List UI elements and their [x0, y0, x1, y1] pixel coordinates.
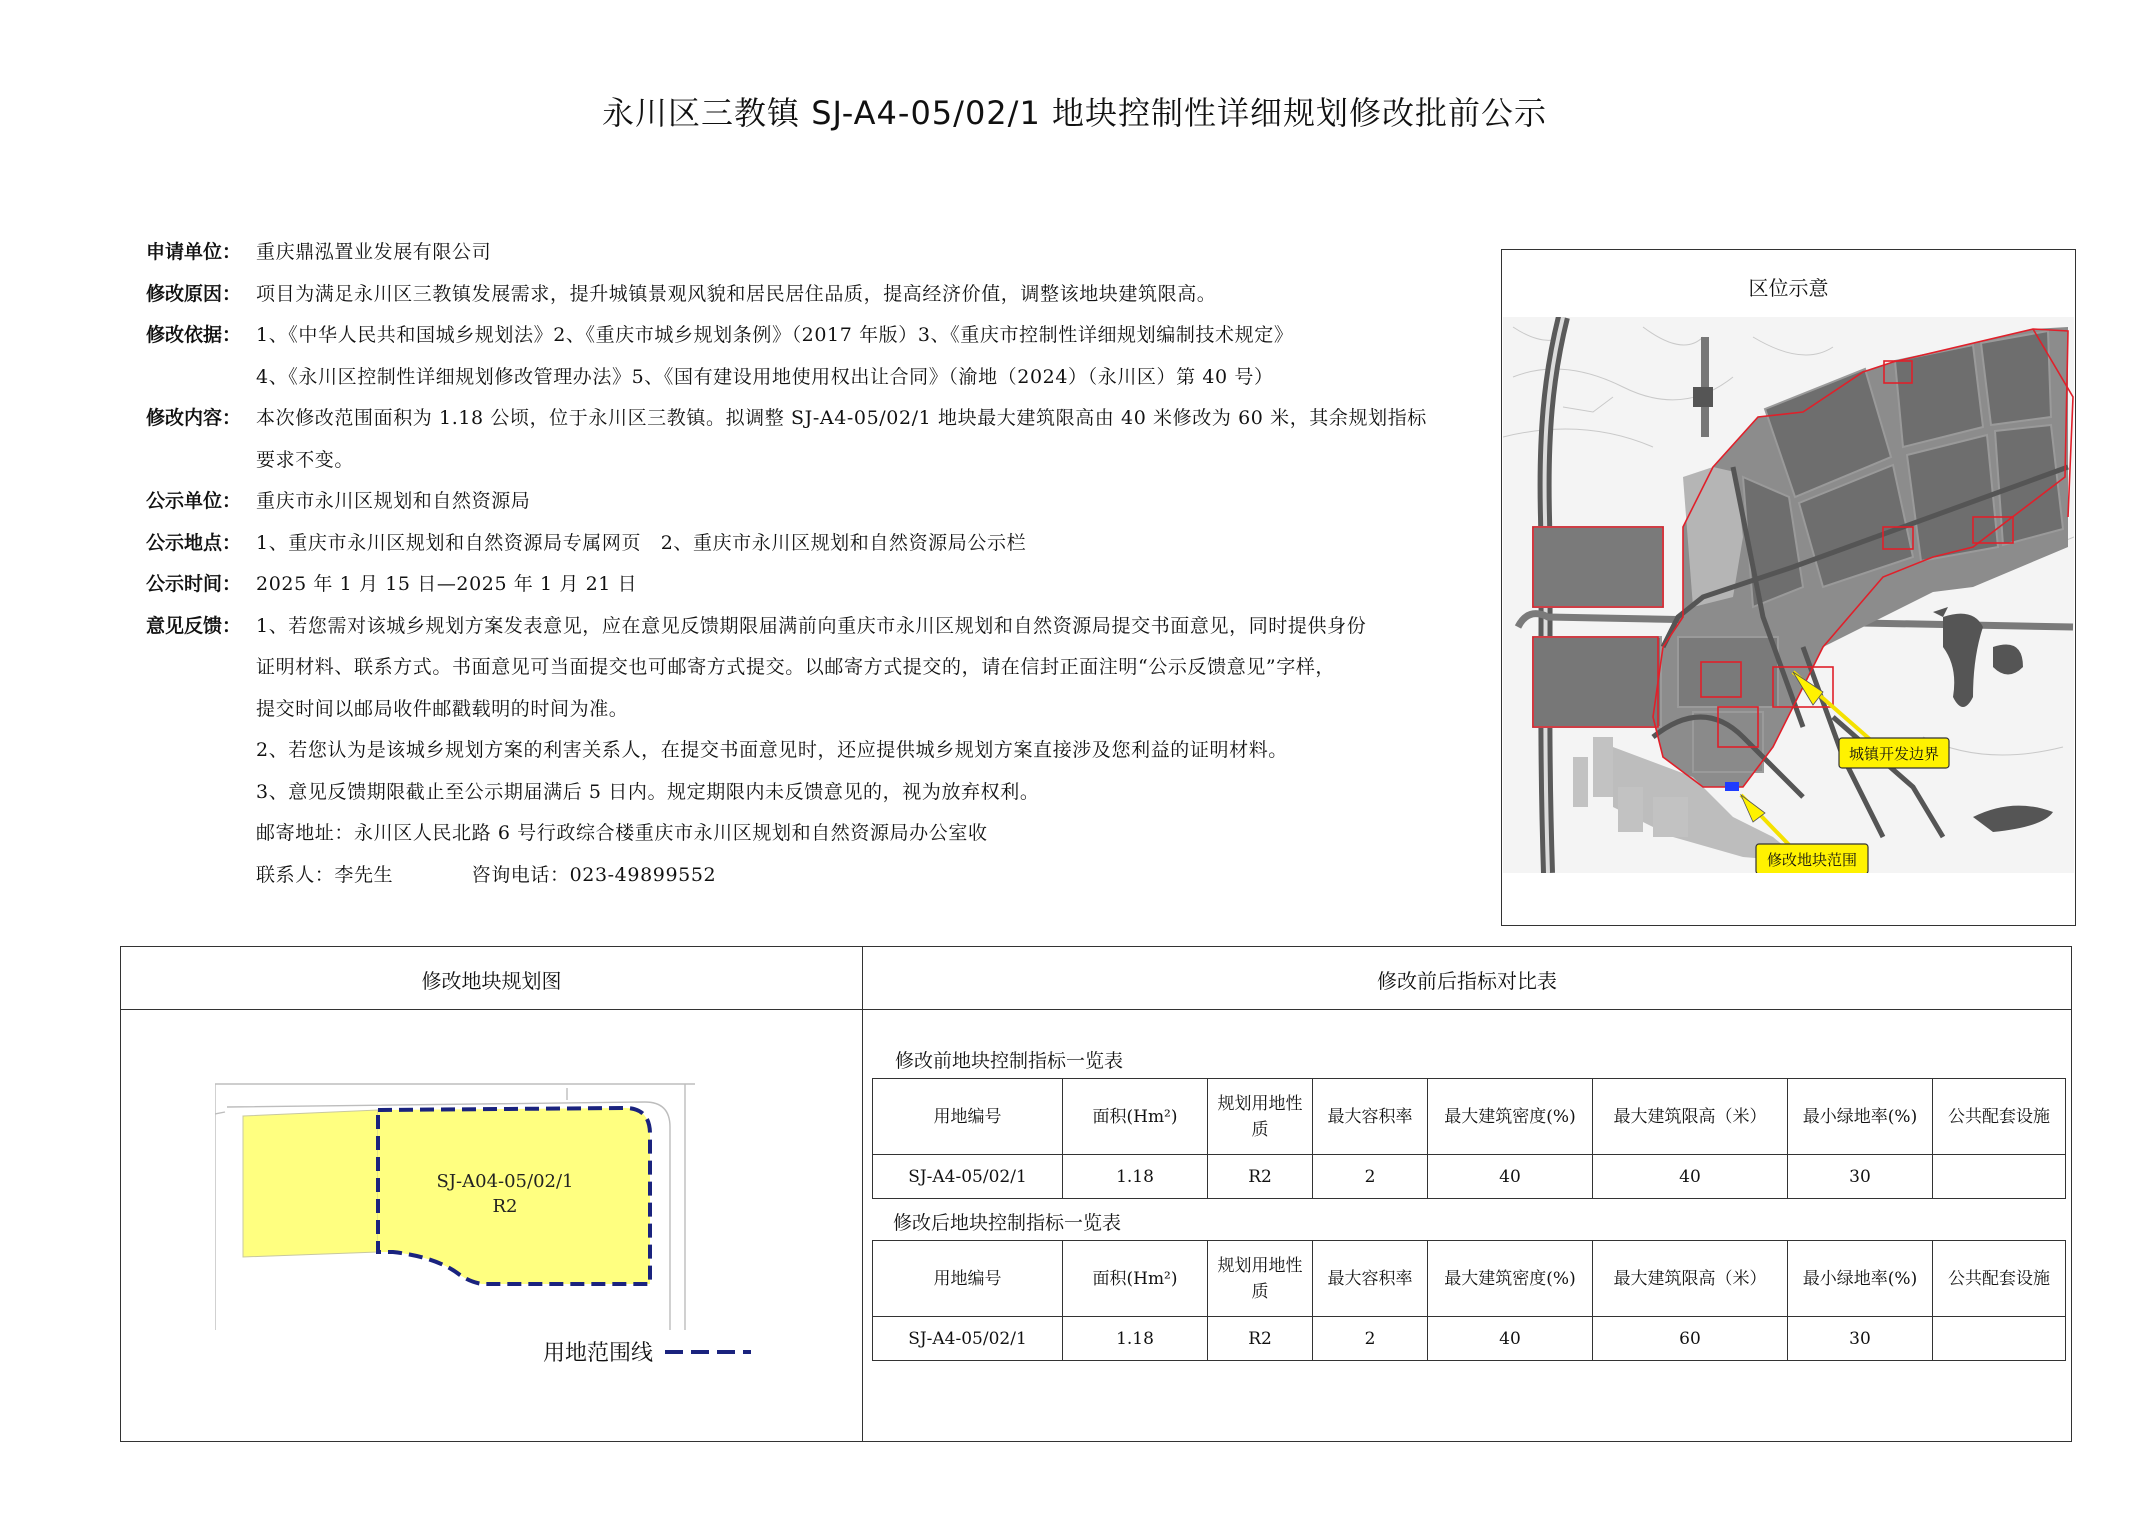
- table-header-row: [873, 1241, 2066, 1317]
- time-row: [146, 564, 1486, 606]
- page-title: 永川区三教镇 SJ-A4-05/02/1 地块控制性详细规划修改批前公示: [602, 94, 1547, 132]
- table-cell: 2: [1313, 1317, 1428, 1361]
- legend: [543, 1336, 751, 1367]
- table-cell: 40: [1428, 1317, 1593, 1361]
- table-cell: 2: [1313, 1155, 1428, 1199]
- plot-use-label: R2: [492, 1196, 518, 1217]
- content-value-2: 要求不变。: [256, 448, 355, 471]
- header-divider: [121, 1009, 2071, 1010]
- applicant-label: 申请单位：: [146, 241, 242, 263]
- content-row: [146, 398, 1486, 440]
- applicant-row: [146, 232, 1486, 274]
- table-cell: 40: [1428, 1155, 1593, 1199]
- feedback-value-5: 3、意见反馈期限截止至公示期届满后 5 日内。规定期限内未反馈意见的，视为放弃权利。: [256, 780, 1040, 803]
- table-cell: 30: [1788, 1155, 1933, 1199]
- table-cell: 1.18: [1063, 1155, 1208, 1199]
- unit-row: [146, 481, 1486, 523]
- header-cell: 最小绿地率(%): [1788, 1241, 1933, 1317]
- header-cell: 规划用地性质: [1208, 1079, 1313, 1155]
- column-divider: [862, 947, 863, 1441]
- plot-code-label: SJ-A04-05/02/1: [436, 1171, 574, 1192]
- boundary-callout-label: 城镇开发边界: [1848, 745, 1940, 763]
- feedback-row: [146, 606, 1486, 648]
- header-cell: 最小绿地率(%): [1788, 1079, 1933, 1155]
- location-map-title: 区位示意: [1748, 276, 1829, 300]
- table-cell: R2: [1208, 1155, 1313, 1199]
- before-table-caption: 修改前地块控制指标一览表: [895, 1050, 1124, 1072]
- header-cell: 最大建筑密度(%): [1428, 1241, 1593, 1317]
- comparison-table-header: 修改前后指标对比表: [1377, 969, 1557, 993]
- header-cell: 面积(Hm²): [1063, 1241, 1208, 1317]
- content-label: 修改内容：: [146, 407, 242, 429]
- table-cell: SJ-A4-05/02/1: [873, 1317, 1063, 1361]
- plan-map-header: 修改地块规划图: [421, 969, 562, 993]
- feedback-value-4: 2、若您认为是该城乡规划方案的利害关系人，在提交书面意见时，还应提供城乡规划方案直接涉及您利益的证明材料。: [256, 739, 1288, 761]
- table-cell: [1933, 1155, 2066, 1199]
- table-cell: 40: [1593, 1155, 1788, 1199]
- place-row: [146, 523, 1486, 565]
- contact-info: 联系人：李先生 咨询电话：023-49899552: [256, 863, 717, 886]
- table-cell: 30: [1788, 1317, 1933, 1361]
- header-cell: 公共配套设施: [1933, 1241, 2066, 1317]
- content-value-1: 本次修改范围面积为 1.18 公顷，位于永川区三教镇。拟调整 SJ-A4-05/02/1 地块最大建筑限高由 40 米修改为 60 米，其余规划指标: [256, 407, 1427, 429]
- header-cell: 公共配套设施: [1933, 1079, 2066, 1155]
- time-label: 公示时间：: [146, 573, 242, 595]
- table-header-row: [873, 1079, 2066, 1155]
- place-value: 1、重庆市永川区规划和自然资源局专属网页 2、重庆市永川区规划和自然资源局公示栏: [256, 531, 1027, 554]
- basis-label: 修改依据：: [146, 324, 242, 346]
- header-cell: 最大容积率: [1313, 1079, 1428, 1155]
- header-cell: 最大容积率: [1313, 1241, 1428, 1317]
- location-map: [1503, 317, 2074, 873]
- basis-value-1: 1、《中华人民共和国城乡规划法》2、《重庆市城乡规划条例》（2017 年版）3、《重庆市控制性详细规划编制技术规定》: [256, 324, 1294, 346]
- after-index-table: [872, 1240, 2066, 1361]
- header-cell: 最大建筑限高（米）: [1593, 1241, 1788, 1317]
- after-table-caption: 修改后地块控制指标一览表: [893, 1212, 1122, 1234]
- table-cell: 60: [1593, 1317, 1788, 1361]
- applicant-value: 重庆鼎泓置业发展有限公司: [256, 241, 492, 263]
- before-index-table: [872, 1078, 2066, 1199]
- basis-value-2: 4、《永川区控制性详细规划修改管理办法》5、《国有建设用地使用权出让合同》（渝地（2024）（永川区）第 40 号）: [256, 365, 1274, 388]
- basis-row: [146, 315, 1486, 357]
- plot-callout-label: 修改地块范围: [1766, 851, 1858, 869]
- table-cell: SJ-A4-05/02/1: [873, 1155, 1063, 1199]
- dashed-boundary-legend-icon: [665, 1347, 751, 1357]
- unit-label: 公示单位：: [146, 490, 242, 512]
- feedback-label: 意见反馈：: [146, 614, 242, 637]
- header-cell: 最大建筑限高（米）: [1593, 1079, 1788, 1155]
- place-label: 公示地点：: [146, 531, 242, 554]
- time-value: 2025 年 1 月 15 日—2025 年 1 月 21 日: [256, 573, 638, 595]
- header-cell: 面积(Hm²): [1063, 1079, 1208, 1155]
- reason-row: [146, 274, 1486, 316]
- header-cell: 最大建筑密度(%): [1428, 1079, 1593, 1155]
- reason-value: 项目为满足永川区三教镇发展需求，提升城镇景观风貌和居民居住品质，提高经济价值，调整该地块建筑限高。: [256, 282, 1217, 305]
- table-row: [873, 1317, 2066, 1361]
- table-cell: [1933, 1317, 2066, 1361]
- table-cell: R2: [1208, 1317, 1313, 1361]
- table-row: [873, 1155, 2066, 1199]
- unit-value: 重庆市永川区规划和自然资源局: [256, 490, 531, 512]
- feedback-value-2: 证明材料、联系方式。书面意见可当面提交也可邮寄方式提交。以邮寄方式提交的，请在信封正面注明“公示反馈意见”字样，: [256, 656, 1336, 678]
- mailing-address: 邮寄地址：永川区人民北路 6 号行政综合楼重庆市永川区规划和自然资源局办公室收: [256, 822, 988, 844]
- plot-plan-map: [215, 1072, 695, 1332]
- header-cell: 用地编号: [873, 1241, 1063, 1317]
- reason-label: 修改原因：: [146, 282, 242, 305]
- table-cell: 1.18: [1063, 1317, 1208, 1361]
- legend-label: 用地范围线: [543, 1341, 654, 1366]
- feedback-value-1: 1、若您需对该城乡规划方案发表意见，应在意见反馈期限届满前向重庆市永川区规划和自然资源局提交书面意见，同时提供身份: [256, 614, 1367, 637]
- notice-info: [146, 232, 1486, 896]
- feedback-value-3: 提交时间以邮局收件邮戳载明的时间为准。: [256, 697, 629, 720]
- header-cell: 规划用地性质: [1208, 1241, 1313, 1317]
- header-cell: 用地编号: [873, 1079, 1063, 1155]
